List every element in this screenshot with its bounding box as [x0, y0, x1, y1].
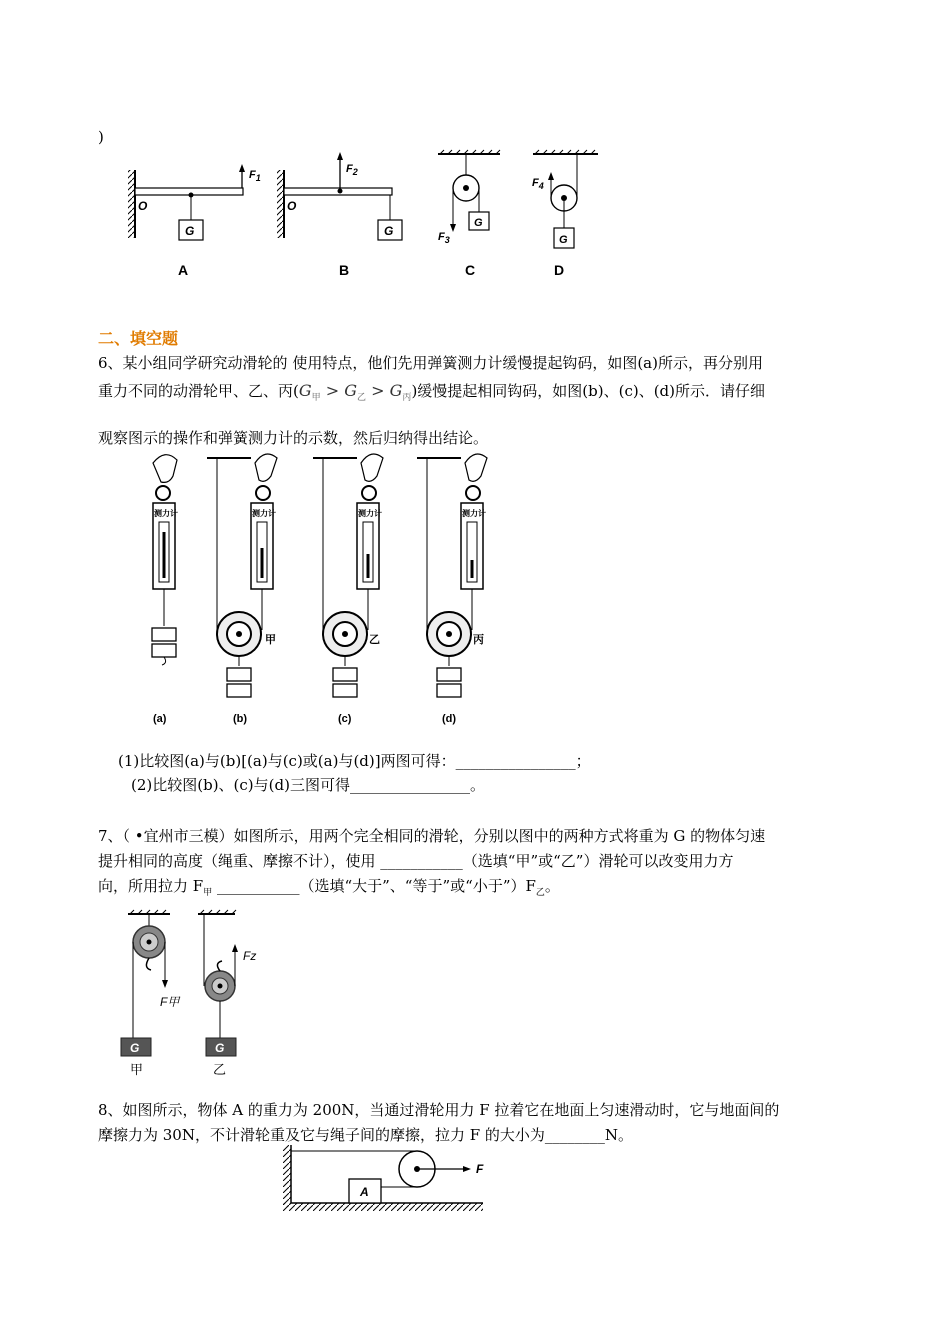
- q6-line-1: 6、某小组同学研究动滑轮的 使用特点，他们先用弹簧测力计缓慢提起钩码，如图(a)所示，再分别用: [98, 354, 763, 372]
- figure-b-lever: [277, 152, 402, 240]
- horizontal-pulley-figure: [283, 1145, 493, 1213]
- svg-text:F1: $F_1$: [249, 169, 261, 183]
- panel-a: [152, 455, 178, 665]
- figure-label-c: C: [465, 262, 476, 278]
- meter-label: 测力计: [154, 509, 178, 518]
- q7-line-1: 7、（ •宜州市三模）如图所示，用两个完全相同的滑轮，分别以图中的两种方式将重为 G 的物体匀速: [98, 827, 766, 845]
- continuation-paren: ): [98, 128, 104, 146]
- svg-text:O: O: [287, 199, 297, 213]
- spring-scale-figure: [125, 448, 505, 733]
- pulley-label-bing: 丙: [473, 634, 484, 646]
- panel-label-d: (d): [442, 713, 457, 725]
- panel-c: [313, 454, 383, 697]
- lever-pulley-figure: [120, 150, 620, 290]
- svg-text:F4: $F_4$: [532, 177, 544, 191]
- gravity-formula: $G_甲 > G_乙 > G_丙$: [298, 381, 412, 404]
- svg-text:测力计: 测力计: [252, 509, 276, 518]
- figure-label-a: A: [178, 262, 189, 278]
- q6-sub-2: (2)比较图(b)、(c)与(d)三图可得________________。: [131, 776, 485, 794]
- weight-label-yi: G: [215, 1041, 225, 1055]
- pulley-label-yi: 乙: [369, 634, 380, 646]
- panel-b: [207, 454, 277, 697]
- panel-label-c: (c): [338, 713, 352, 725]
- figure-c-fixed-pulley: [438, 150, 500, 245]
- svg-text:测力计: 测力计: [462, 509, 486, 518]
- pulley-label-jia: 甲: [265, 634, 276, 646]
- two-pulley-figure: [110, 910, 290, 1080]
- panel-label-b: (b): [233, 713, 248, 725]
- svg-text:F2: $F_2$: [346, 163, 358, 177]
- q6-line-3: 观察图示的操作和弹簧测力计的示数，然后归纳得出结论。: [98, 429, 489, 447]
- figure-label-b: B: [339, 262, 350, 278]
- weight-label-b: G: [384, 224, 394, 238]
- section-title: 二、填空题: [98, 329, 179, 348]
- q7-line-3: 向，所用拉力 $F_甲$ ___________（选填“大于”、“等于”或“小于$”)F_乙$。: [98, 877, 560, 898]
- weight-label-jia: G: [130, 1041, 140, 1055]
- pulley-yi: [198, 910, 256, 1077]
- q8-line-1: 8、如图所示，物体 A 的重力为 200N，当通过滑轮用力 F 拉着它在地面上匀速滑动时，它与地面间的: [98, 1101, 780, 1119]
- pulley-jia: [121, 910, 181, 1077]
- figure-a-lever: [128, 164, 261, 240]
- figure-d-movable-pulley: [532, 150, 598, 248]
- q8-line-2: 摩擦力为 30N，不计滑轮重及它与绳子间的摩擦，拉力 F 的大小为________N。: [98, 1126, 634, 1144]
- q6-sub-1: (1)比较图(a)与(b)[(a)与(c)或(a)与(d)]两图可得：________________；: [118, 752, 591, 770]
- figure-label-d: D: [554, 262, 565, 278]
- weight-label-d: G: [559, 234, 568, 246]
- weight-label-c: G: [474, 217, 483, 229]
- force-label-jia: F甲: [160, 995, 180, 1009]
- svg-text:O: O: [138, 199, 148, 213]
- panel-label-a: (a): [153, 713, 167, 725]
- force-label-yi: Fz: [243, 949, 257, 963]
- block-label: A: [360, 1185, 369, 1199]
- svg-text:测力计: 测力计: [358, 509, 382, 518]
- force-label: F: [476, 1162, 484, 1176]
- svg-text:F3: $F_3$: [438, 231, 450, 245]
- label-jia: 甲: [130, 1062, 144, 1077]
- label-yi: 乙: [213, 1062, 227, 1077]
- panel-d: [417, 454, 487, 697]
- q6-line-2: 重力不同的动滑轮甲、乙、丙$(G_甲 > G_乙 > G_丙)$缓慢提起相同钩码，如图(b)、(c)、(d)所示．请仔细: [98, 381, 766, 404]
- q7-line-2: 提升相同的高度（绳重、摩擦不计），使用 ___________（选填“甲”或“乙”）滑轮可以改变用力方: [98, 852, 734, 870]
- weight-label-a: G: [185, 224, 195, 238]
